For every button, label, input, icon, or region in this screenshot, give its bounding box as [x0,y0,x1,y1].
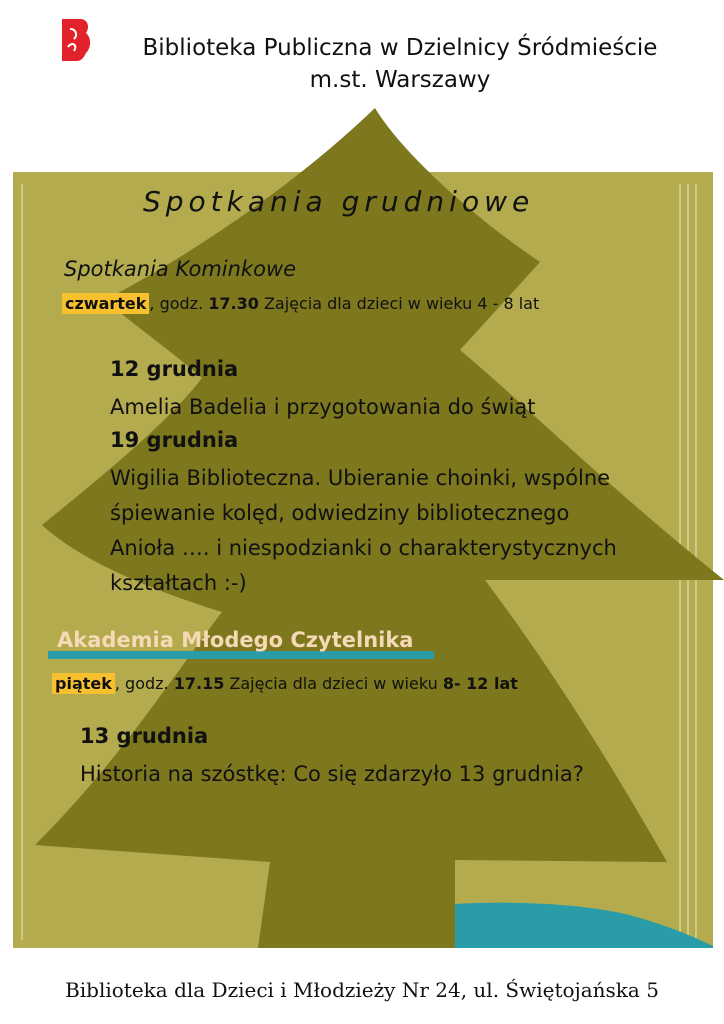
footer-address: Biblioteka dla Dzieci i Młodzieży Nr 24, ul. Świętojańska 5 [65,978,659,1002]
section1-schedule [62,294,539,313]
event-text: Historia na szóstkę: Co się zdarzyło 13 grudnia? [80,762,584,786]
event-date: 19 grudnia [110,428,239,452]
event-text: śpiewanie kolęd, odwiedziny bibliotecznego [110,501,570,525]
section1-sep: , godz. [149,294,209,313]
event-text: Wigilia Biblioteczna. Ubieranie choinki, wspólne [110,466,611,490]
event-date: 13 grudnia [80,724,209,748]
section1-desc: Zajęcia dla dzieci w wieku 4 - 8 lat [258,294,540,313]
event-text: Amelia Badelia i przygotowania do świąt [110,395,536,419]
section2-title: Akademia Młodego Czytelnika [57,628,414,652]
section2-time: 17.15 [173,674,225,693]
section2-day: piątek [52,673,115,694]
event-text: Anioła …. i niespodzianki o charakterystycznych [110,536,617,560]
event-text: kształtach :-) [110,571,247,595]
section1-title: Spotkania Kominkowe [64,257,297,281]
event-date: 12 grudnia [110,357,239,381]
section2-sep: , godz. [114,674,174,693]
header-line-2: m.st. Warszawy [309,67,491,93]
section2-schedule [52,674,518,693]
section2-desc: Zajęcia dla dzieci w wieku [224,674,443,693]
section1-day: czwartek [62,293,149,314]
section2-age: 8- 12 lat [442,674,518,693]
section2-underline [48,651,434,659]
page-title: Spotkania grudniowe [143,185,535,218]
section1-time: 17.30 [208,294,259,313]
header-line-1: Biblioteka Publiczna w Dzielnicy Śródmieście [142,35,658,61]
